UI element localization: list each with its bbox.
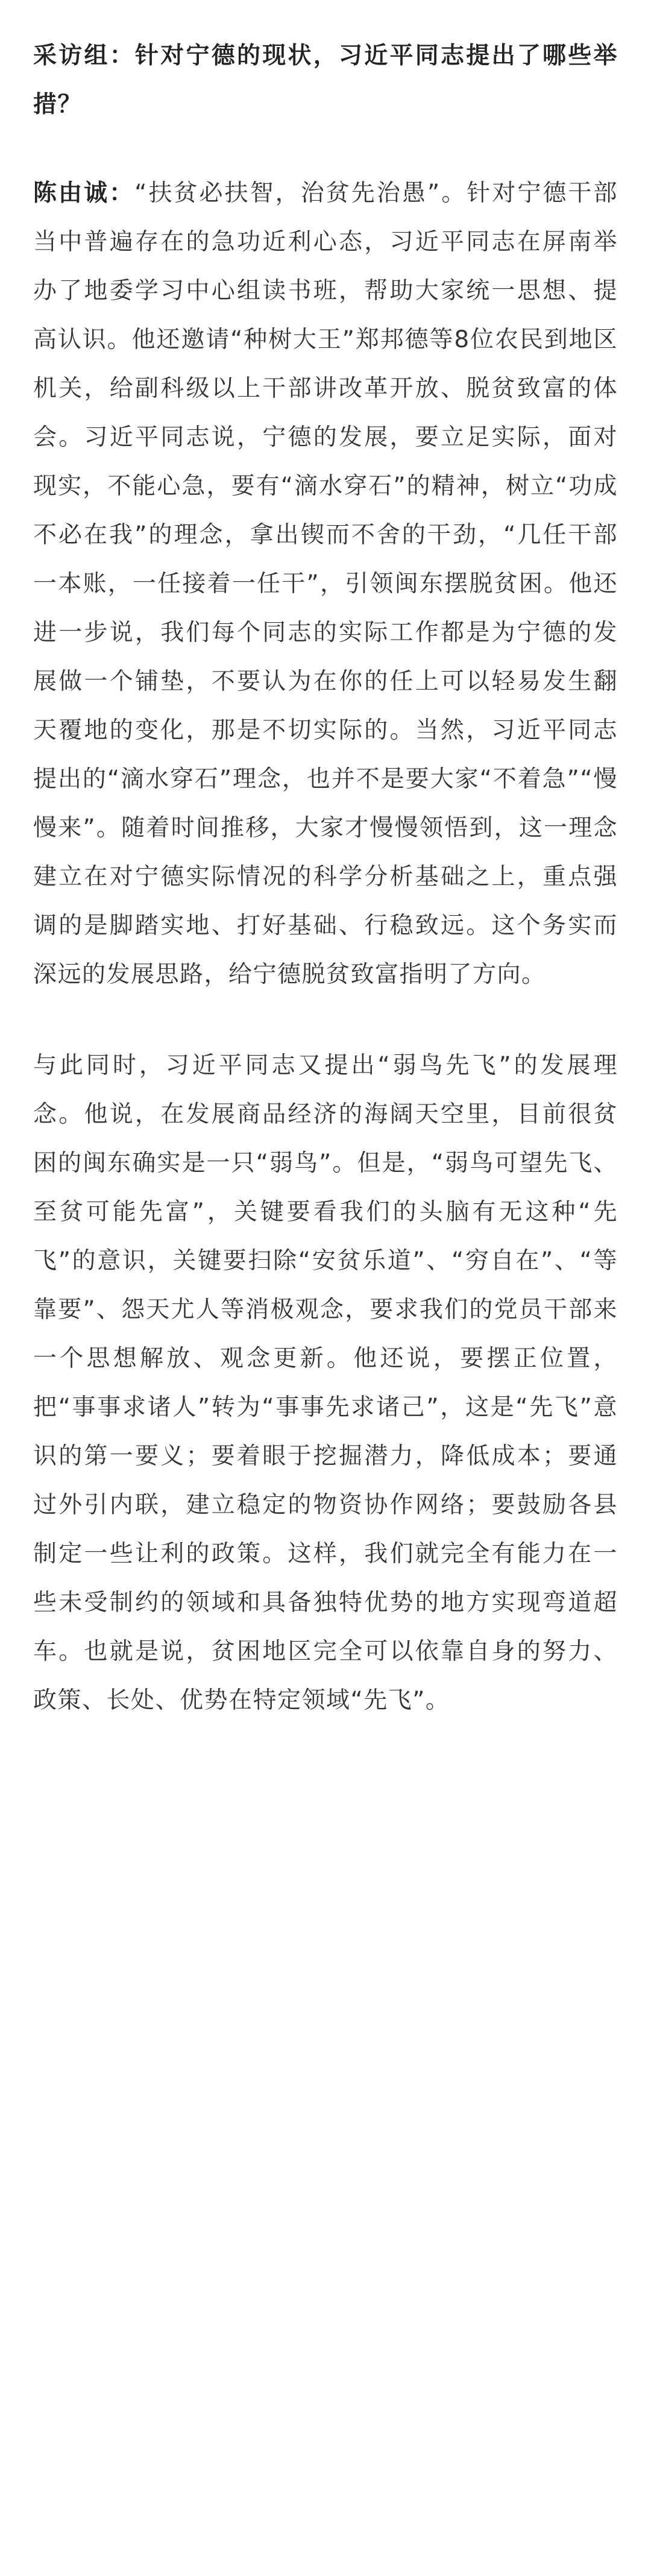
- answer-text-1: “扶贫必扶智，治贫先治愚”。针对宁德干部当中普遍存在的急功近利心态，习近平同志在屏南举办了地委学习中心组读书班，帮助大家统一思想、提高认识。他还邀请“种树大王”郑邦德等8位农民到地区机关，给副科级以上干部讲改革开放、脱贫致富的体会。习近平同志说，宁德的发展，要立足实际，面对现实，不能心急，要有“滴水穿石”的精神，树立“功成不必在我”的理念，拿出锲而不舍的干劲，“几任干部一本账，一任接着一任干”，引领闽东摆脱贫困。他还进一步说，我们每个同志的实际工作都是为宁德的发展做一个铺垫，不要认为在你的任上可以轻易发生翻天覆地的变化，那是不切实际的。当然，习近平同志提出的“滴水穿石”理念，也并不是要大家“不着急”“慢慢来”。随着时间推移，大家才慢慢领悟到，这一理念建立在对宁德实际情况的科学分析基础之上，重点强调的是脚踏实地、打好基础、行稳致远。这个务实而深远的发展思路，给宁德脱贫致富指明了方向。: [33, 180, 618, 988]
- answer-paragraph-1: [33, 169, 618, 999]
- interview-question: 采访组：针对宁德的现状，习近平同志提出了哪些举措？: [33, 42, 618, 118]
- speaker-label: 陈由诚：: [33, 180, 135, 207]
- answer-paragraph-2: 与此同时，习近平同志又提出“弱鸟先飞”的发展理念。他说，在发展商品经济的海阔天空里，目前很贫困的闽东确实是一只“弱鸟”。但是，“弱鸟可望先飞、至贫可能先富”，关键要看我们的头脑有无这种“先飞”的意识，关键要扫除“安贫乐道”、“穷自在”、“等靠要”、怨天尤人等消极观念，要求我们的党员干部来一个思想解放、观念更新。他还说，要摆正位置，把“事事求诸人”转为“事事先求诸己”，这是“先飞”意识的第一要义；要着眼于挖掘潜力，降低成本；要通过外引内联，建立稳定的物资协作网络；要鼓励各县制定一些让利的政策。这样，我们就完全有能力在一些未受制约的领域和具备独特优势的地方实现弯道超车。也就是说，贫困地区完全可以依靠自身的努力、政策、长处、优势在特定领域“先飞”。: [33, 1052, 618, 1714]
